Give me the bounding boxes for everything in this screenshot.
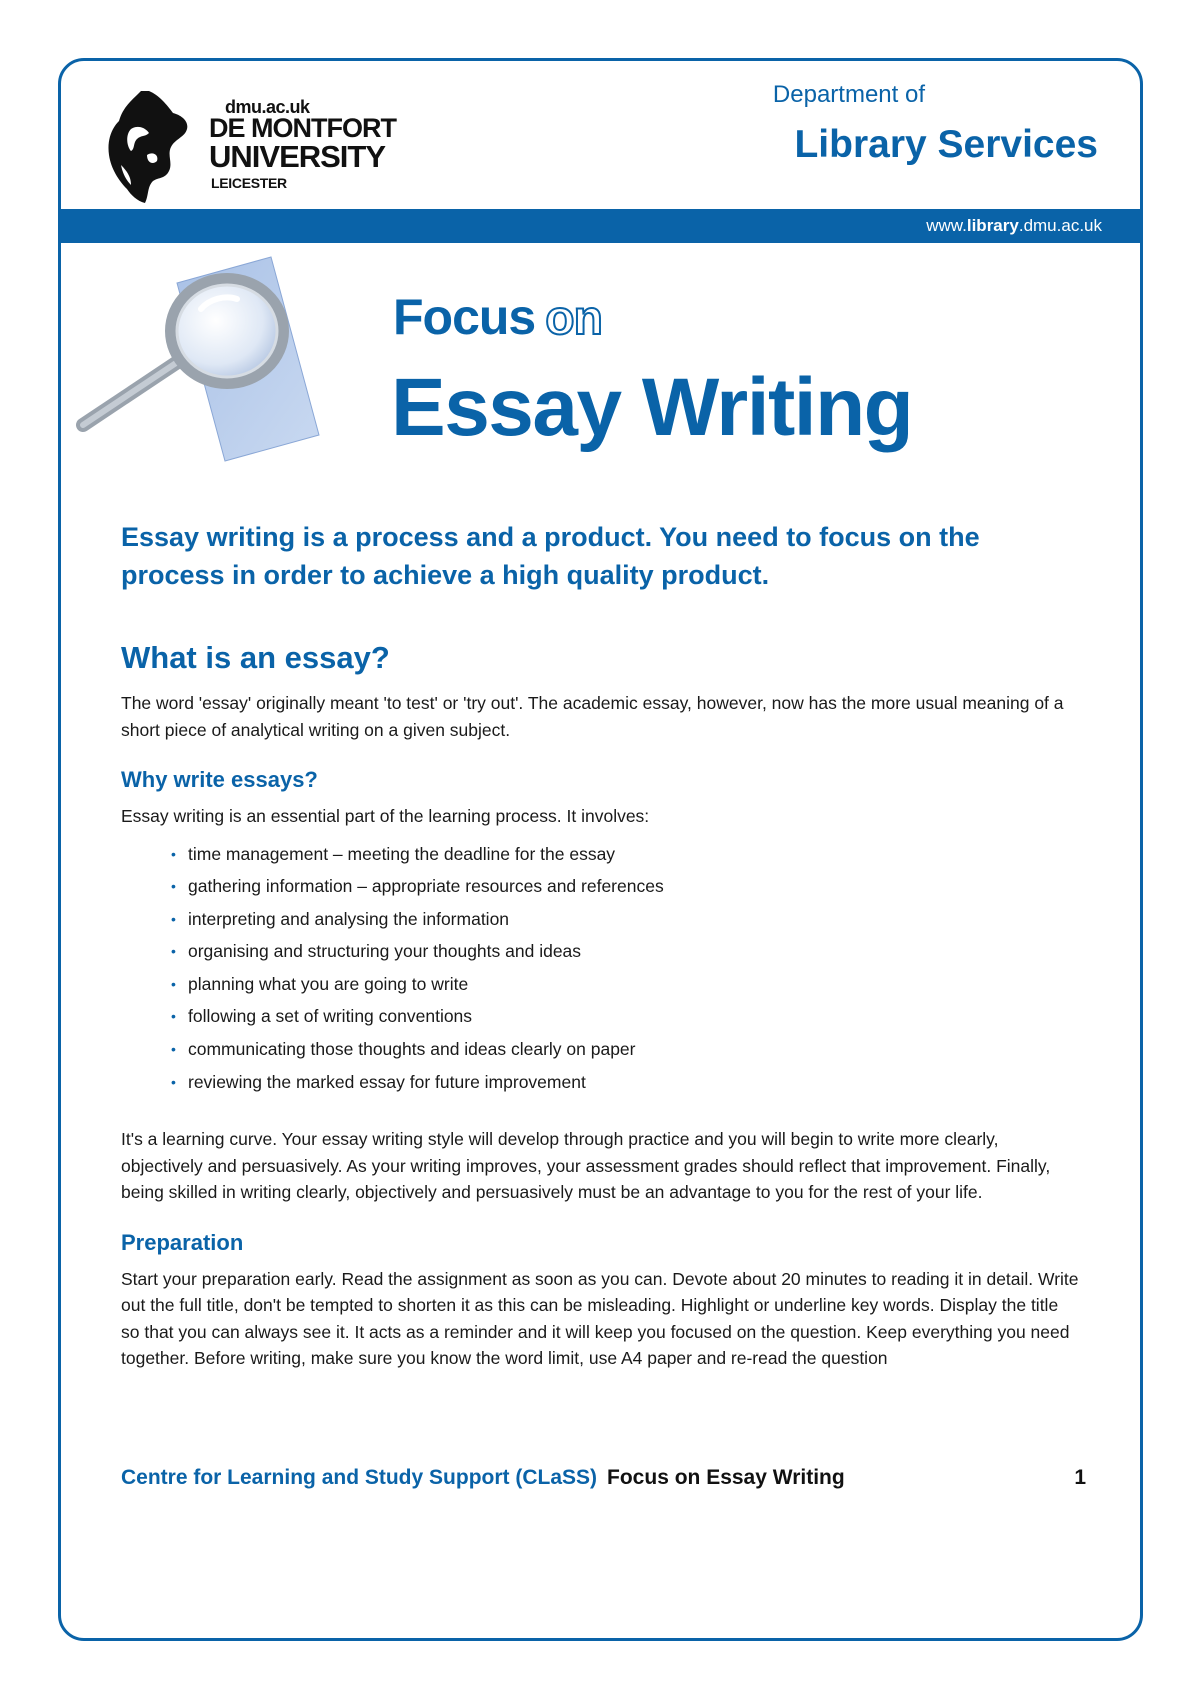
learning-curve-paragraph: It's a learning curve. Your essay writing style will develop through practice and you will begin to write more clearly, objectively and persuasively. As your writing improves, your assessment grades should reflect that improvement. Finally, being skilled in writing clearly, objectively and persuasively must be an advantage to you for the rest of your life. xyxy=(121,1129,1051,1203)
bullet-dot-icon: • xyxy=(171,1041,176,1058)
list-item: • interpreting and analysing the information xyxy=(171,903,1081,936)
header xyxy=(61,61,1140,211)
list-item: • reviewing the marked essay for future improvement xyxy=(171,1066,1081,1099)
list-item: • organising and structuring your thoughts and ideas xyxy=(171,935,1081,968)
list-item: • following a set of writing conventions xyxy=(171,1000,1081,1033)
bullet-dot-icon: • xyxy=(171,910,176,927)
essay-definition-paragraph: The word 'essay' originally meant 'to test' or 'try out'. The academic essay, however, now has the more usual meaning of a short piece of analytical writing on a given subject. xyxy=(121,693,1064,740)
library-website-link[interactable]: www.library.dmu.ac.uk xyxy=(926,216,1102,235)
bullet-dot-icon: • xyxy=(171,975,176,992)
list-item: • gathering information – appropriate resources and references xyxy=(171,870,1081,903)
why-bullet-list xyxy=(121,838,1081,1099)
bullet-dot-icon: • xyxy=(171,1008,176,1025)
logo-url: dmu.ac.uk xyxy=(225,97,310,117)
logo-university-name-line1: DE MONTFORT xyxy=(209,113,396,143)
why-intro-paragraph: Essay writing is an essential part of the learning process. It involves: xyxy=(121,806,650,826)
university-logo xyxy=(101,85,396,205)
main-content xyxy=(121,518,1081,1372)
library-services-title: Library Services xyxy=(794,123,1098,166)
focus-on-heading: Focus on xyxy=(393,289,602,345)
bullet-dot-icon: • xyxy=(171,878,176,895)
department-of-label: Department of xyxy=(772,81,925,108)
bullet-dot-icon: • xyxy=(171,1073,176,1090)
list-item: • time management – meeting the deadline for the essay xyxy=(171,838,1081,871)
list-item: • planning what you are going to write xyxy=(171,968,1081,1001)
list-item: • communicating those thoughts and ideas clearly on paper xyxy=(171,1033,1081,1066)
griffin-crest-icon xyxy=(101,85,207,205)
bullet-dot-icon: • xyxy=(171,943,176,960)
footer-centre-name: Centre for Learning and Study Support (CLaSS) xyxy=(121,1466,598,1489)
page-number: 1 xyxy=(1074,1466,1086,1489)
page-footer xyxy=(121,1466,1086,1490)
section-heading-why-write: Why write essays? xyxy=(121,767,318,792)
logo-university-name-line2: UNIVERSITY xyxy=(209,139,386,174)
page-title: Essay Writing xyxy=(391,362,913,453)
lead-paragraph: Essay writing is a process and a product. You need to focus on the process in order to achieve a high quality product. xyxy=(121,522,980,590)
section-heading-preparation: Preparation xyxy=(121,1229,244,1255)
header-url-bar xyxy=(61,209,1140,243)
logo-city: LEICESTER xyxy=(211,175,287,191)
bullet-dot-icon: • xyxy=(171,845,176,862)
magnifying-glass-on-paper-icon xyxy=(75,249,355,494)
footer-document-title: Focus on Essay Writing xyxy=(607,1466,845,1489)
document-page xyxy=(58,58,1143,1641)
section-heading-what-is-essay: What is an essay? xyxy=(121,640,390,675)
preparation-paragraph: Start your preparation early. Read the assignment as soon as you can. Devote about 20 minutes to reading it in detail. Write out the full title, don't be tempted to shorten it as this can be misleading. Highlight or underline key words. Display the title so that you can always see it. It acts as a reminder and it will keep you focused on the question. Keep everything you need together. Before writing, make sure you know the word limit, use A4 paper and re-read the question xyxy=(121,1268,1079,1369)
